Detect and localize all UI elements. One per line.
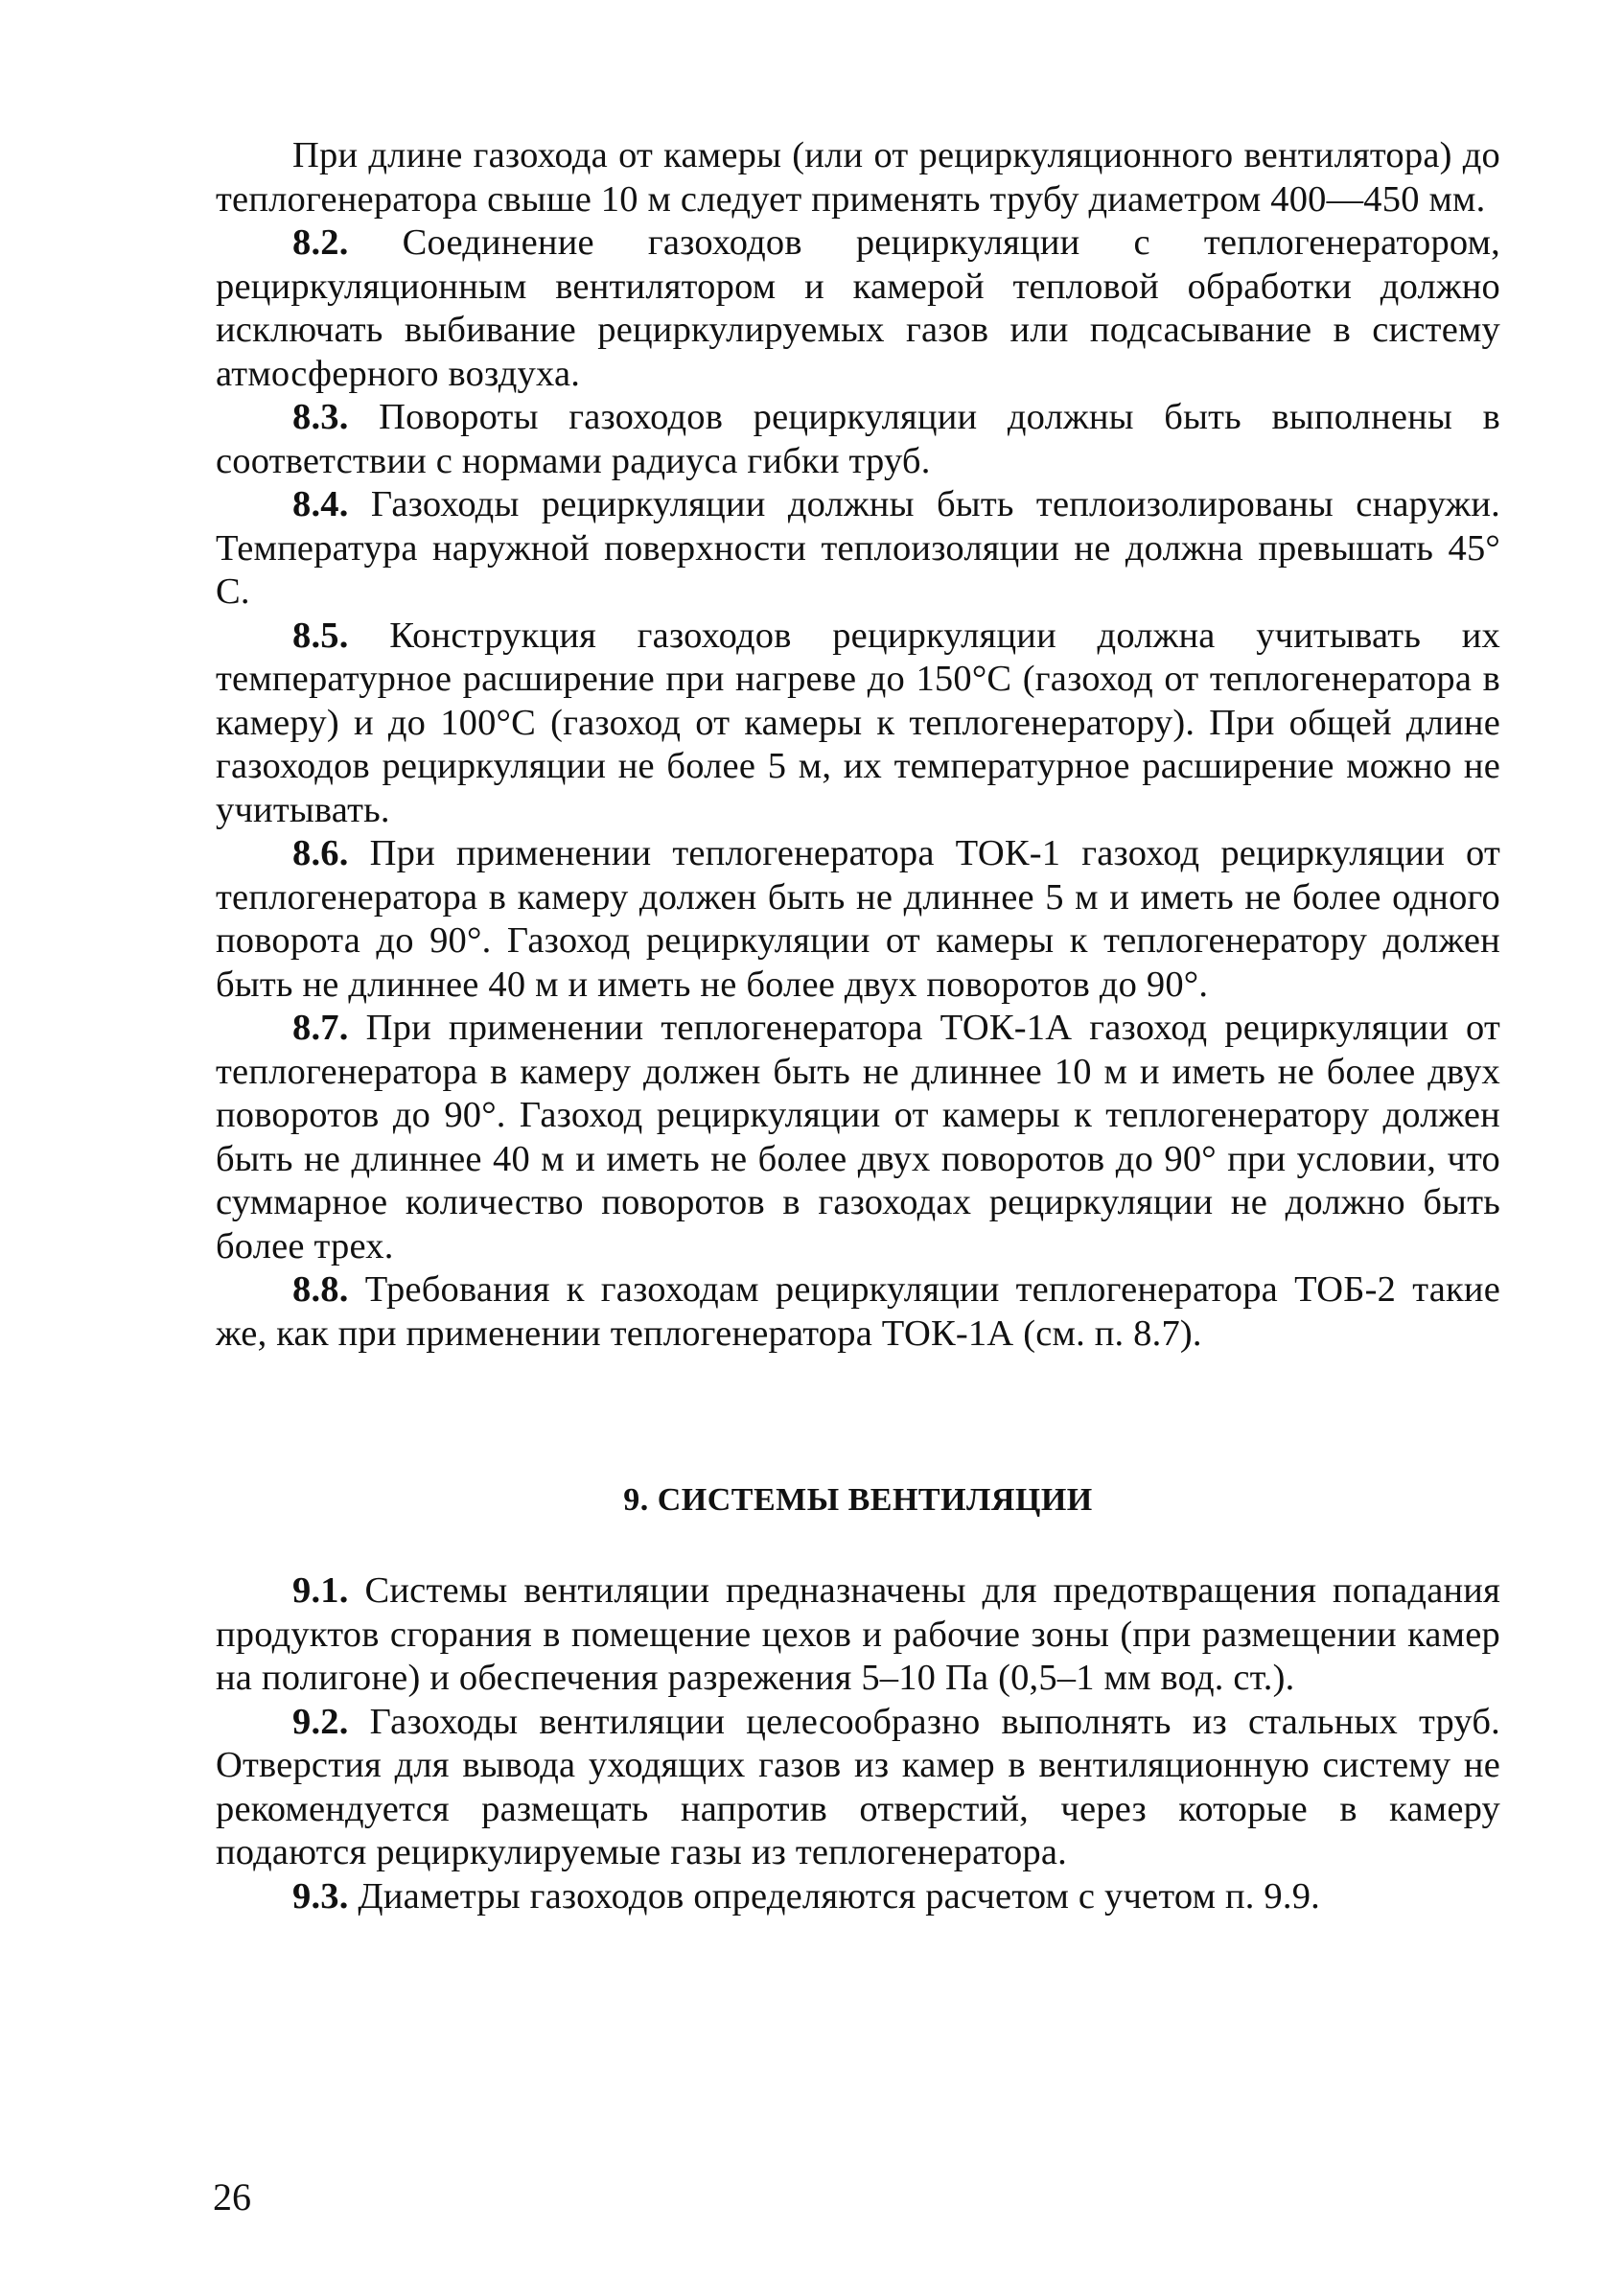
paragraph-text: Требования к газоходам рециркуляции теплогенератора ТОБ-2 такие же, как при применении теплогенератора ТОК-1А (см. п. 8.7).: [216, 1269, 1500, 1354]
paragraph-9-1: [216, 1569, 1500, 1701]
paragraph-8-8: [216, 1268, 1500, 1356]
paragraph-9-3: [216, 1875, 1500, 1919]
paragraph-8-5: [216, 615, 1500, 833]
paragraph-8-6: [216, 832, 1500, 1007]
paragraph-number: 8.8.: [292, 1269, 349, 1310]
paragraph-text: Газоходы рециркуляции должны быть теплоизолированы снаружи. Температура наружной поверхности теплоизоляции не должна превышать 45° С.: [216, 484, 1500, 612]
paragraph-8-2: [216, 221, 1500, 396]
paragraph-8-7: [216, 1007, 1500, 1268]
paragraph-number: 8.4.: [292, 484, 349, 524]
paragraph-number: 9.3.: [292, 1875, 349, 1917]
paragraph-9-2: [216, 1701, 1500, 1875]
paragraph-8-3: [216, 396, 1500, 483]
paragraph-8-1-continuation: [216, 134, 1500, 221]
paragraph-number: 9.1.: [292, 1570, 349, 1611]
paragraph-text: Соединение газоходов рециркуляции с теплогенератором, рециркуляционным вентилятором и камерой тепловой обработки должно исключать выбивание рециркулируемых газов или подсасывание в систему атмосферного воздуха.: [216, 222, 1500, 394]
paragraph-number: 8.3.: [292, 397, 349, 437]
paragraph-number: 8.5.: [292, 615, 349, 656]
paragraph-text: Газоходы вентиляции целесообразно выполнять из стальных труб. Отверстия для вывода уходящих газов из камер в вентиляционную систему не рекомендуется размещать напротив отверстий, через которые в камеру подаются рециркулируемые газы из теплогенератора.: [216, 1701, 1500, 1872]
paragraph-8-4: [216, 483, 1500, 615]
paragraph-text: При длине газохода от камеры (или от рециркуляционного вентилятора) до теплогенератора свыше 10 м следует применять трубу диаметром 400—450 мм.: [216, 135, 1500, 220]
section-heading: 9. СИСТЕМЫ ВЕНТИЛЯЦИИ: [623, 1482, 1093, 1518]
paragraph-text: Системы вентиляции предназначены для предотвращения попадания продуктов сгорания в помещение цехов и рабочие зоны (при размещении камер на полигоне) и обеспечения разрежения 5–10 Па (0,5–1 мм вод. ст.).: [216, 1570, 1500, 1698]
document-page: [216, 134, 1500, 1918]
paragraph-text: Повороты газоходов рециркуляции должны быть выполнены в соответствии с нормами радиуса гибки труб.: [216, 397, 1501, 481]
paragraph-number: 8.7.: [292, 1008, 349, 1048]
paragraph-text: Конструкция газоходов рециркуляции должна учитывать их температурное расширение при нагреве до 150°С (газоход от теплогенератора в камеру) и до 100°С (газоход от камеры к теплогенератору). При общей длине газоходов рециркуляции не более 5 м, их температурное расширение можно не учитывать.: [216, 615, 1500, 830]
paragraph-number: 8.6.: [292, 833, 349, 873]
paragraph-text: При применении теплогенератора ТОК-1А газоход рециркуляции от теплогенератора в камеру должен быть не длиннее 10 м и иметь не более двух поворотов до 90°. Газоход рециркуляции от камеры к теплогенератору должен быть не длиннее 40 м и иметь не более двух поворотов до 90° при условии, что суммарное количество поворотов в газоходах рециркуляции не должно быть более трех.: [216, 1008, 1501, 1266]
paragraph-number: 9.2.: [292, 1701, 349, 1742]
paragraph-text: Диаметры газоходов определяются расчетом с учетом п. 9.9.: [358, 1875, 1320, 1917]
paragraph-number: 8.2.: [292, 222, 349, 263]
paragraph-text: При применении теплогенератора ТОК-1 газоход рециркуляции от теплогенератора в камеру должен быть не длиннее 5 м и иметь не более одного поворота до 90°. Газоход рециркуляции от камеры к теплогенератору должен быть не длиннее 40 м и иметь не более двух поворотов до 90°.: [216, 833, 1501, 1005]
page-number: 26: [213, 2175, 251, 2219]
